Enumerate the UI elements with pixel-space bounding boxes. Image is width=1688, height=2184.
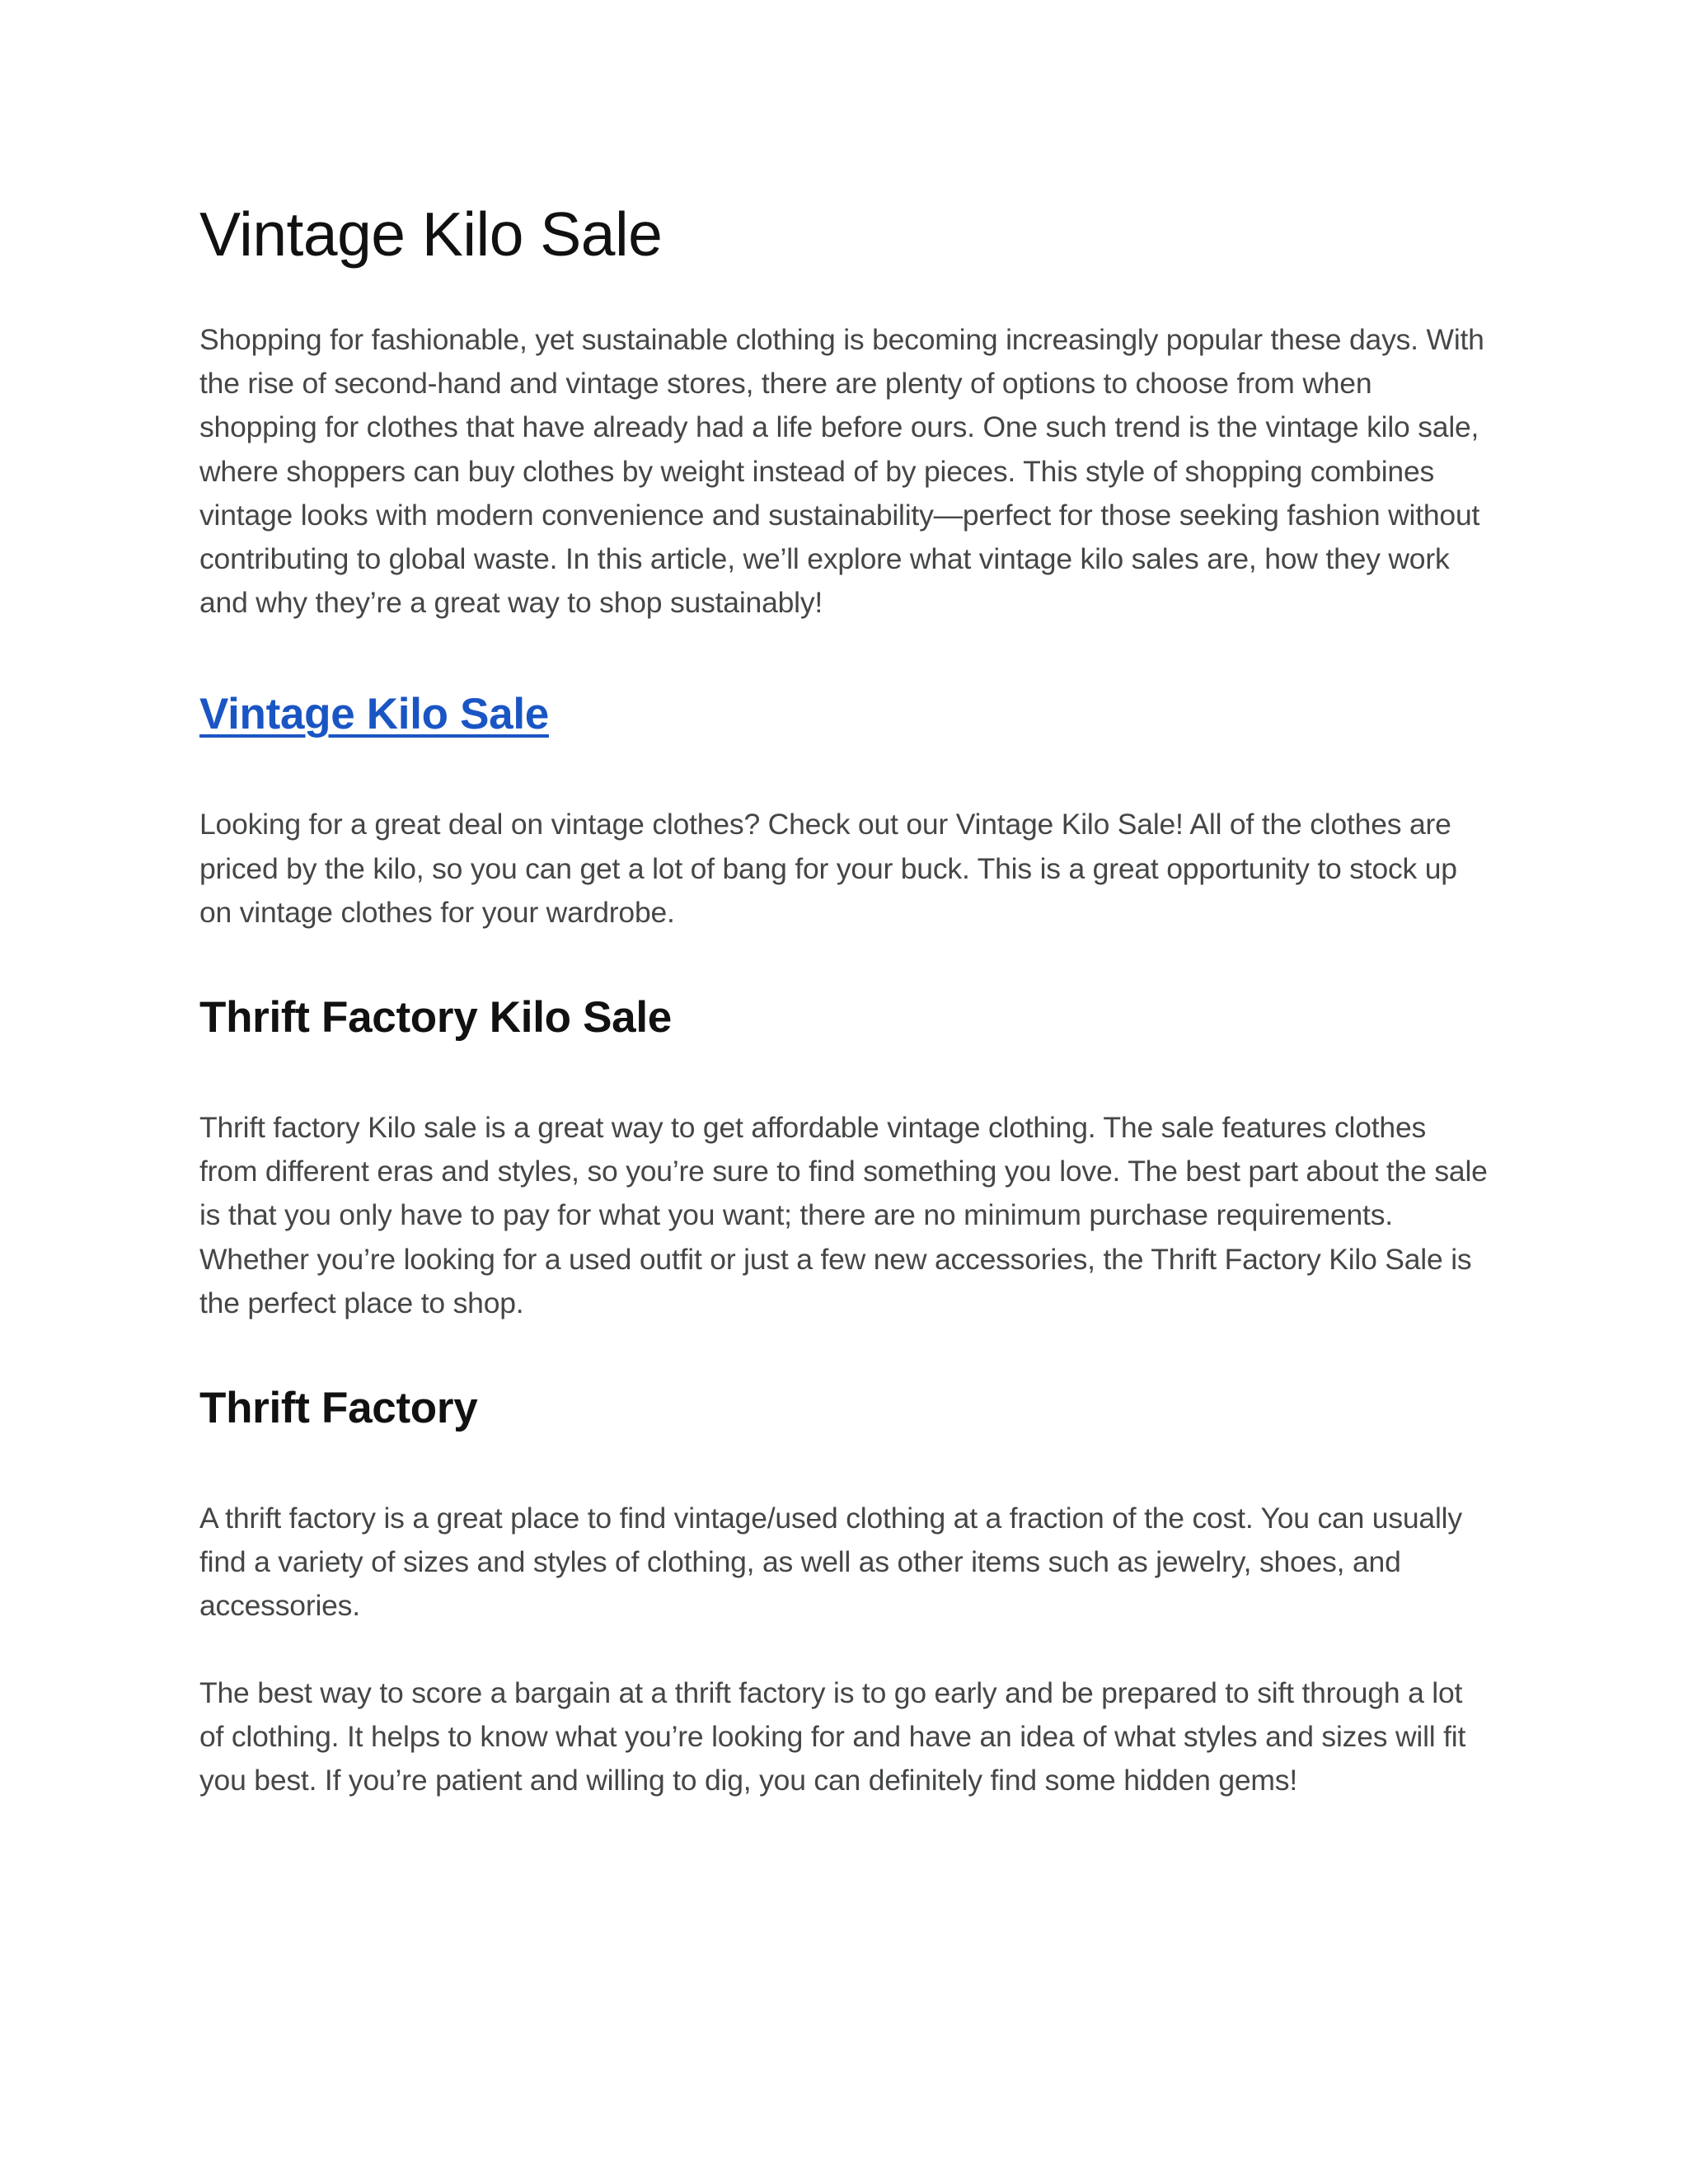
section-paragraph: A thrift factory is a great place to find vintage/used clothing at a fraction of the cost. You can usually find a variety of sizes and styles of clothing, as well as other items such as jewelry, shoes, and accessories. — [199, 1502, 1462, 1623]
intro-paragraph: Shopping for fashionable, yet sustainable clothing is becoming increasingly popular these days. With the rise of second-hand and vintage stores, there are plenty of options to choose from when shopping for clothes that have already had a life before ours. One such trend is the vintage kilo sale, where shoppers can buy clothes by weight instead of by pieces. This style of shopping combines vintage looks with modern convenience and sustainability—perfect for those seeking fashion without contributing to global waste. In this article, we’ll explore what vintage kilo sales are, how they work and why they’re a great way to shop sustainably! — [199, 323, 1484, 620]
section-paragraph: Thrift factory Kilo sale is a great way to get affordable vintage clothing. The sale features clothes from different eras and styles, so you’re sure to find something you love. The best part about the sale is that you only have to pay for what you want; there are no minimum purchase requirements. Whether you’re looking for a used outfit or just a few new accessories, the Thrift Factory Kilo Sale is the perfect place to shop. — [199, 1111, 1488, 1319]
section-paragraph: The best way to score a bargain at a thrift factory is to go early and be prepared to sift through a lot of clothing. It helps to know what you’re looking for and have an idea of what styles and sizes will fit you best. If you’re patient and willing to dig, you can definitely find some hidden gems! — [199, 1675, 1466, 1797]
page-title: Vintage Kilo Sale — [199, 199, 663, 269]
section-paragraph: Looking for a great deal on vintage clothes? Check out our Vintage Kilo Sale! All of the clothes are priced by the kilo, so you can get a lot of bang for your buck. This is a great opportunity to stock up on vintage clothes for your wardrobe. — [199, 808, 1457, 929]
vintage-kilo-sale-link[interactable]: Vintage Kilo Sale — [199, 690, 549, 739]
section-heading-thrift-factory: Thrift Factory — [199, 1384, 478, 1433]
section-heading-thrift-factory-kilo-sale: Thrift Factory Kilo Sale — [199, 993, 672, 1043]
section-heading-vintage-kilo-sale — [199, 686, 1490, 743]
